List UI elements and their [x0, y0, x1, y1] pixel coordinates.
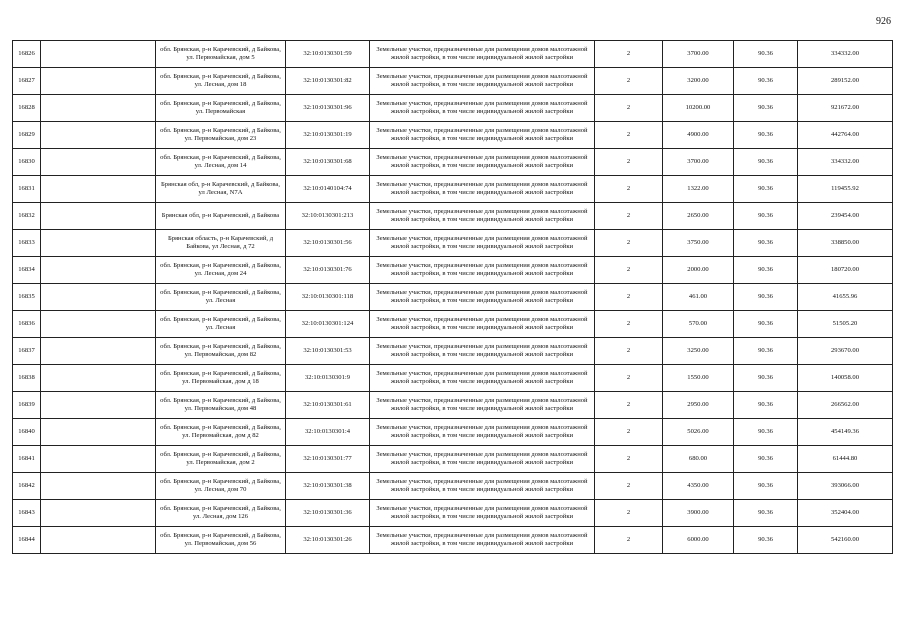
- cadastral-value-cell: 393066.00: [798, 473, 893, 500]
- cadastral-number-cell: 32:10:0130301:118: [286, 284, 370, 311]
- cadastral-value-cell: 454149.36: [798, 419, 893, 446]
- table-row: [13, 68, 893, 95]
- cadastral-value-cell: 293670.00: [798, 338, 893, 365]
- cadastral-number-cell: 32:10:0130301:59: [286, 41, 370, 68]
- rate-cell: 90.36: [734, 284, 798, 311]
- rate-cell: 90.36: [734, 257, 798, 284]
- cadastral-value-cell: 334332.00: [798, 149, 893, 176]
- area-cell: 10200.00: [663, 95, 734, 122]
- area-cell: 4900.00: [663, 122, 734, 149]
- row-number-cell: 16827: [13, 68, 41, 95]
- table-row: [13, 176, 893, 203]
- rate-cell: 90.36: [734, 68, 798, 95]
- rate-cell: 90.36: [734, 176, 798, 203]
- group-cell: 2: [595, 149, 663, 176]
- rate-cell: 90.36: [734, 230, 798, 257]
- cadastral-number-cell: 32:10:0130301:53: [286, 338, 370, 365]
- group-cell: 2: [595, 68, 663, 95]
- address-cell: обл. Брянская, р-н Карачевский, д Байкова, ул. Лесная: [156, 284, 286, 311]
- rate-cell: 90.36: [734, 392, 798, 419]
- cadastral-number-cell: 32:10:0130301:96: [286, 95, 370, 122]
- area-cell: 3900.00: [663, 500, 734, 527]
- group-cell: 2: [595, 419, 663, 446]
- table-row: [13, 149, 893, 176]
- spacer-cell: [41, 500, 156, 527]
- area-cell: 1322.00: [663, 176, 734, 203]
- table-row: [13, 203, 893, 230]
- address-cell: обл. Брянская, р-н Карачевский, д Байкова, ул. Первомайская: [156, 95, 286, 122]
- row-number-cell: 16843: [13, 500, 41, 527]
- area-cell: 3700.00: [663, 149, 734, 176]
- address-cell: обл. Брянская, р-н Карачевский, д Байкова, ул. Лесная, дом 70: [156, 473, 286, 500]
- address-cell: обл. Брянская, р-н Карачевский, д Байкова, ул. Первомайская, дом д 82: [156, 419, 286, 446]
- land-use-cell: Земельные участки, предназначенные для размещения домов малоэтажной жилой застройки, в том числе индивидуальной жилой застройки: [370, 338, 595, 365]
- cadastral-value-cell: 542160.00: [798, 527, 893, 554]
- table-row: [13, 41, 893, 68]
- address-cell: обл. Брянская, р-н Карачевский, д Байкова, ул. Первомайская, дом 48: [156, 392, 286, 419]
- land-use-cell: Земельные участки, предназначенные для размещения домов малоэтажной жилой застройки, в том числе индивидуальной жилой застройки: [370, 392, 595, 419]
- spacer-cell: [41, 284, 156, 311]
- land-use-cell: Земельные участки, предназначенные для размещения домов малоэтажной жилой застройки, в том числе индивидуальной жилой застройки: [370, 149, 595, 176]
- row-number-cell: 16830: [13, 149, 41, 176]
- area-cell: 3200.00: [663, 68, 734, 95]
- rate-cell: 90.36: [734, 95, 798, 122]
- cadastral-number-cell: 32:10:0130301:56: [286, 230, 370, 257]
- area-cell: 1550.00: [663, 365, 734, 392]
- rate-cell: 90.36: [734, 365, 798, 392]
- spacer-cell: [41, 527, 156, 554]
- table-row: [13, 527, 893, 554]
- group-cell: 2: [595, 95, 663, 122]
- table-row: [13, 500, 893, 527]
- land-use-cell: Земельные участки, предназначенные для размещения домов малоэтажной жилой застройки, в том числе индивидуальной жилой застройки: [370, 203, 595, 230]
- spacer-cell: [41, 41, 156, 68]
- cadastral-value-cell: 140058.00: [798, 365, 893, 392]
- land-use-cell: Земельные участки, предназначенные для размещения домов малоэтажной жилой застройки, в том числе индивидуальной жилой застройки: [370, 527, 595, 554]
- land-use-cell: Земельные участки, предназначенные для размещения домов малоэтажной жилой застройки, в том числе индивидуальной жилой застройки: [370, 419, 595, 446]
- cadastral-number-cell: 32:10:0130301:26: [286, 527, 370, 554]
- address-cell: обл. Брянская, р-н Карачевский, д Байкова, ул. Лесная: [156, 311, 286, 338]
- rate-cell: 90.36: [734, 473, 798, 500]
- row-number-cell: 16835: [13, 284, 41, 311]
- rate-cell: 90.36: [734, 500, 798, 527]
- cadastral-value-cell: 119455.92: [798, 176, 893, 203]
- spacer-cell: [41, 338, 156, 365]
- rate-cell: 90.36: [734, 149, 798, 176]
- cadastral-number-cell: 32:10:0130301:38: [286, 473, 370, 500]
- land-use-cell: Земельные участки, предназначенные для размещения домов малоэтажной жилой застройки, в том числе индивидуальной жилой застройки: [370, 122, 595, 149]
- group-cell: 2: [595, 41, 663, 68]
- table-row: [13, 392, 893, 419]
- address-cell: обл. Брянская, р-н Карачевский, д Байкова, ул. Первомайская, дом 56: [156, 527, 286, 554]
- land-use-cell: Земельные участки, предназначенные для размещения домов малоэтажной жилой застройки, в том числе индивидуальной жилой застройки: [370, 473, 595, 500]
- row-number-cell: 16828: [13, 95, 41, 122]
- rate-cell: 90.36: [734, 41, 798, 68]
- group-cell: 2: [595, 527, 663, 554]
- land-use-cell: Земельные участки, предназначенные для размещения домов малоэтажной жилой застройки, в том числе индивидуальной жилой застройки: [370, 95, 595, 122]
- spacer-cell: [41, 311, 156, 338]
- address-cell: обл. Брянская, р-н Карачевский, д Байкова, ул. Первомайская, дом 82: [156, 338, 286, 365]
- address-cell: обл. Брянская, р-н Карачевский, д Байкова, ул. Лесная, дом 18: [156, 68, 286, 95]
- table-row: [13, 230, 893, 257]
- group-cell: 2: [595, 176, 663, 203]
- cadastral-number-cell: 32:10:0130301:61: [286, 392, 370, 419]
- area-cell: 2650.00: [663, 203, 734, 230]
- land-use-cell: Земельные участки, предназначенные для размещения домов малоэтажной жилой застройки, в том числе индивидуальной жилой застройки: [370, 365, 595, 392]
- address-cell: Брянская область, р-н Карачевский, д Байкова, ул Лесная, д 72: [156, 230, 286, 257]
- address-cell: обл. Брянская, р-н Карачевский, д Байкова, ул. Лесная, дом 24: [156, 257, 286, 284]
- row-number-cell: 16833: [13, 230, 41, 257]
- cadastral-number-cell: 32:10:0130301:76: [286, 257, 370, 284]
- cadastral-number-cell: 32:10:0130301:124: [286, 311, 370, 338]
- cadastral-number-cell: 32:10:0130301:9: [286, 365, 370, 392]
- area-cell: 4350.00: [663, 473, 734, 500]
- row-number-cell: 16838: [13, 365, 41, 392]
- area-cell: 2000.00: [663, 257, 734, 284]
- group-cell: 2: [595, 338, 663, 365]
- land-use-cell: Земельные участки, предназначенные для размещения домов малоэтажной жилой застройки, в том числе индивидуальной жилой застройки: [370, 446, 595, 473]
- spacer-cell: [41, 257, 156, 284]
- rate-cell: 90.36: [734, 446, 798, 473]
- page-number: 926: [876, 16, 891, 27]
- land-use-cell: Земельные участки, предназначенные для размещения домов малоэтажной жилой застройки, в том числе индивидуальной жилой застройки: [370, 41, 595, 68]
- address-cell: обл. Брянская, р-н Карачевский, д Байкова, ул. Лесная, дом 126: [156, 500, 286, 527]
- address-cell: обл. Брянская, р-н Карачевский, д Байкова, ул. Первомайская, дом 2: [156, 446, 286, 473]
- group-cell: 2: [595, 473, 663, 500]
- spacer-cell: [41, 365, 156, 392]
- group-cell: 2: [595, 284, 663, 311]
- cadastral-number-cell: 32:10:0130301:213: [286, 203, 370, 230]
- cadastral-value-cell: 442764.00: [798, 122, 893, 149]
- group-cell: 2: [595, 122, 663, 149]
- area-cell: 6000.00: [663, 527, 734, 554]
- area-cell: 570.00: [663, 311, 734, 338]
- cadastral-value-cell: 921672.00: [798, 95, 893, 122]
- cadastral-value-cell: 338850.00: [798, 230, 893, 257]
- row-number-cell: 16826: [13, 41, 41, 68]
- group-cell: 2: [595, 446, 663, 473]
- cadastral-number-cell: 32:10:0140104:74: [286, 176, 370, 203]
- row-number-cell: 16841: [13, 446, 41, 473]
- row-number-cell: 16832: [13, 203, 41, 230]
- group-cell: 2: [595, 365, 663, 392]
- address-cell: Брянская обл, р-н Карачевский, д Байкова, ул Лесная, N7A: [156, 176, 286, 203]
- cadastral-value-cell: 352404.00: [798, 500, 893, 527]
- cadastral-value-cell: 180720.00: [798, 257, 893, 284]
- address-cell: обл. Брянская, р-н Карачевский, д Байкова, ул. Первомайская, дом д 18: [156, 365, 286, 392]
- area-cell: 3700.00: [663, 41, 734, 68]
- row-number-cell: 16844: [13, 527, 41, 554]
- land-use-cell: Земельные участки, предназначенные для размещения домов малоэтажной жилой застройки, в том числе индивидуальной жилой застройки: [370, 311, 595, 338]
- spacer-cell: [41, 149, 156, 176]
- table-row: [13, 284, 893, 311]
- address-cell: обл. Брянская, р-н Карачевский, д Байкова, ул. Лесная, дом 14: [156, 149, 286, 176]
- row-number-cell: 16836: [13, 311, 41, 338]
- group-cell: 2: [595, 500, 663, 527]
- table-body: [13, 41, 893, 554]
- cadastral-value-cell: 289152.00: [798, 68, 893, 95]
- row-number-cell: 16839: [13, 392, 41, 419]
- spacer-cell: [41, 473, 156, 500]
- cadastral-value-cell: 51505.20: [798, 311, 893, 338]
- cadastral-number-cell: 32:10:0130301:68: [286, 149, 370, 176]
- area-cell: 461.00: [663, 284, 734, 311]
- area-cell: 2950.00: [663, 392, 734, 419]
- table-row: [13, 446, 893, 473]
- rate-cell: 90.36: [734, 338, 798, 365]
- cadastral-number-cell: 32:10:0130301:82: [286, 68, 370, 95]
- row-number-cell: 16829: [13, 122, 41, 149]
- area-cell: 680.00: [663, 446, 734, 473]
- cadastral-value-cell: 239454.00: [798, 203, 893, 230]
- table-row: [13, 311, 893, 338]
- row-number-cell: 16834: [13, 257, 41, 284]
- group-cell: 2: [595, 392, 663, 419]
- row-number-cell: 16840: [13, 419, 41, 446]
- area-cell: 5026.00: [663, 419, 734, 446]
- spacer-cell: [41, 446, 156, 473]
- area-cell: 3750.00: [663, 230, 734, 257]
- spacer-cell: [41, 230, 156, 257]
- group-cell: 2: [595, 203, 663, 230]
- group-cell: 2: [595, 257, 663, 284]
- row-number-cell: 16831: [13, 176, 41, 203]
- spacer-cell: [41, 392, 156, 419]
- cadastral-number-cell: 32:10:0130301:36: [286, 500, 370, 527]
- cadastral-number-cell: 32:10:0130301:77: [286, 446, 370, 473]
- rate-cell: 90.36: [734, 122, 798, 149]
- land-use-cell: Земельные участки, предназначенные для размещения домов малоэтажной жилой застройки, в том числе индивидуальной жилой застройки: [370, 176, 595, 203]
- land-use-cell: Земельные участки, предназначенные для размещения домов малоэтажной жилой застройки, в том числе индивидуальной жилой застройки: [370, 284, 595, 311]
- spacer-cell: [41, 176, 156, 203]
- cadastral-value-table: [12, 40, 893, 554]
- table-row: [13, 365, 893, 392]
- cadastral-number-cell: 32:10:0130301:19: [286, 122, 370, 149]
- row-number-cell: 16842: [13, 473, 41, 500]
- group-cell: 2: [595, 230, 663, 257]
- address-cell: Брянская обл, р-н Карачевский, д Байкова: [156, 203, 286, 230]
- cadastral-value-cell: 41655.96: [798, 284, 893, 311]
- group-cell: 2: [595, 311, 663, 338]
- cadastral-number-cell: 32:10:0130301:4: [286, 419, 370, 446]
- row-number-cell: 16837: [13, 338, 41, 365]
- cadastral-value-cell: 61444.80: [798, 446, 893, 473]
- cadastral-value-cell: 266562.00: [798, 392, 893, 419]
- land-use-cell: Земельные участки, предназначенные для размещения домов малоэтажной жилой застройки, в том числе индивидуальной жилой застройки: [370, 68, 595, 95]
- rate-cell: 90.36: [734, 203, 798, 230]
- cadastral-value-cell: 334332.00: [798, 41, 893, 68]
- spacer-cell: [41, 95, 156, 122]
- table-row: [13, 257, 893, 284]
- land-use-cell: Земельные участки, предназначенные для размещения домов малоэтажной жилой застройки, в том числе индивидуальной жилой застройки: [370, 230, 595, 257]
- spacer-cell: [41, 203, 156, 230]
- spacer-cell: [41, 419, 156, 446]
- address-cell: обл. Брянская, р-н Карачевский, д Байкова, ул. Первомайская, дом 23: [156, 122, 286, 149]
- table-row: [13, 473, 893, 500]
- land-use-cell: Земельные участки, предназначенные для размещения домов малоэтажной жилой застройки, в том числе индивидуальной жилой застройки: [370, 257, 595, 284]
- rate-cell: 90.36: [734, 311, 798, 338]
- table-row: [13, 122, 893, 149]
- land-use-cell: Земельные участки, предназначенные для размещения домов малоэтажной жилой застройки, в том числе индивидуальной жилой застройки: [370, 500, 595, 527]
- spacer-cell: [41, 122, 156, 149]
- rate-cell: 90.36: [734, 527, 798, 554]
- table-row: [13, 419, 893, 446]
- rate-cell: 90.36: [734, 419, 798, 446]
- address-cell: обл. Брянская, р-н Карачевский, д Байкова, ул. Первомайская, дом 5: [156, 41, 286, 68]
- area-cell: 3250.00: [663, 338, 734, 365]
- table-row: [13, 95, 893, 122]
- table-row: [13, 338, 893, 365]
- spacer-cell: [41, 68, 156, 95]
